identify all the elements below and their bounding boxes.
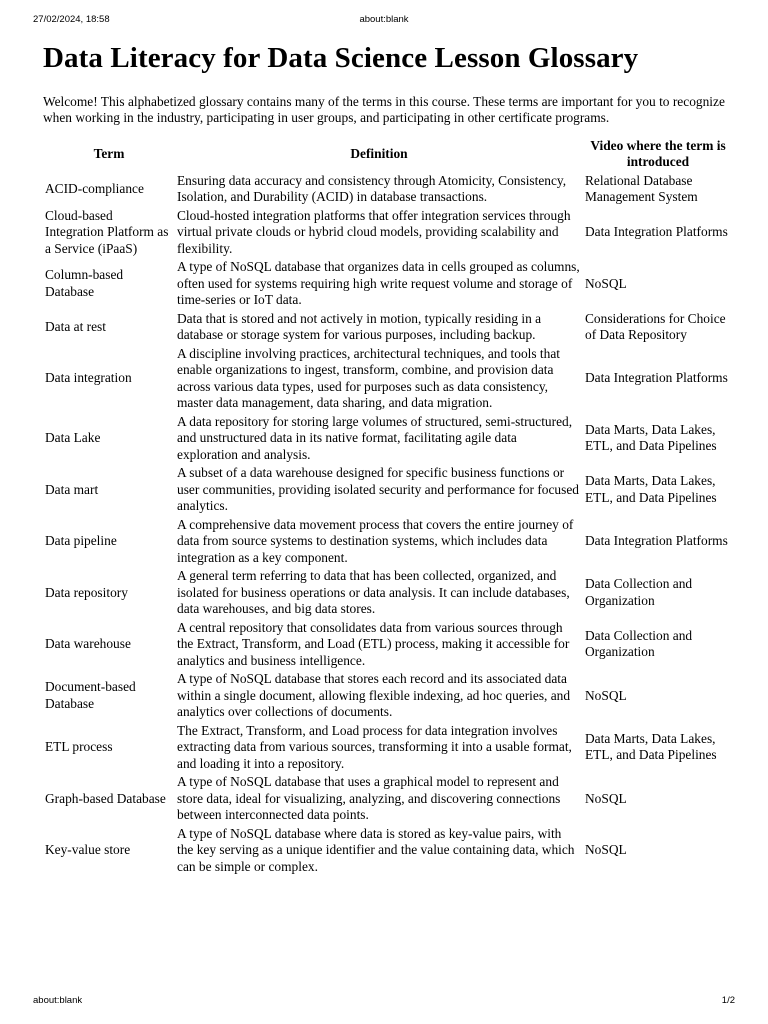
glossary-video: NoSQL bbox=[585, 790, 627, 806]
glossary-term: ACID-compliance bbox=[45, 180, 144, 196]
table-row bbox=[43, 413, 733, 465]
glossary-video: Data Integration Platforms bbox=[585, 370, 728, 386]
table-row bbox=[43, 567, 733, 619]
table-row bbox=[43, 773, 733, 825]
glossary-video: Data Collection and Organization bbox=[585, 627, 693, 660]
print-datetime: 27/02/2024, 18:58 bbox=[33, 14, 110, 25]
glossary-video: Data Marts, Data Lakes, ETL, and Data Pipelines bbox=[585, 421, 717, 454]
glossary-video: Relational Database Management System bbox=[585, 172, 698, 205]
glossary-term: Cloud-based Integration Platform as a Service (iPaaS) bbox=[45, 207, 169, 256]
glossary-definition: A type of NoSQL database that stores each record and its associated data within a single document, allowing flexible indexing, ad hoc queries, and analytics over collections of documents. bbox=[177, 671, 571, 720]
glossary-term: Data repository bbox=[45, 584, 128, 600]
table-row bbox=[43, 722, 733, 774]
glossary-definition: A type of NoSQL database where data is stored as key-value pairs, with the key serving as a unique identifier and the value containing data, which can be simple or complex. bbox=[177, 825, 575, 874]
table-header-row bbox=[43, 137, 733, 172]
table-row bbox=[43, 464, 733, 516]
print-url: about:blank bbox=[33, 995, 83, 1006]
glossary-term: Data Lake bbox=[45, 430, 101, 446]
table-row bbox=[43, 619, 733, 671]
glossary-video: NoSQL bbox=[585, 842, 627, 858]
glossary-definition: A comprehensive data movement process that covers the entire journey of data from source systems to destination systems, which includes data integration as a key component. bbox=[177, 516, 574, 565]
glossary-definition: A type of NoSQL database that organizes data in cells grouped as columns, often used for systems requiring high write request volume and storage of time-series or IoT data. bbox=[177, 259, 580, 308]
table-row bbox=[43, 172, 733, 207]
table-row bbox=[43, 207, 733, 259]
glossary-video: NoSQL bbox=[585, 687, 627, 703]
glossary-definition: A type of NoSQL database that uses a graphical model to represent and store data, ideal for visualizing, analyzing, and discovering connections between interconnected data points. bbox=[177, 774, 561, 823]
glossary-term: Data at rest bbox=[45, 318, 106, 334]
table-row bbox=[43, 516, 733, 568]
document-content bbox=[43, 40, 733, 876]
print-header bbox=[33, 14, 735, 28]
glossary-definition: Ensuring data accuracy and consistency through Atomicity, Consistency, Isolation, and Durability (ACID) in database transactions. bbox=[177, 172, 567, 205]
glossary-video: Data Marts, Data Lakes, ETL, and Data Pipelines bbox=[585, 473, 717, 505]
glossary-term: Data mart bbox=[45, 481, 99, 497]
glossary-video: Data Integration Platforms bbox=[585, 533, 728, 549]
glossary-video: Data Collection and Organization bbox=[585, 576, 693, 608]
glossary-term: Data pipeline bbox=[45, 533, 117, 549]
header-term: Term bbox=[93, 145, 125, 161]
table-row bbox=[43, 825, 733, 877]
glossary-definition: Data that is stored and not actively in motion, typically residing in a database or storage system for various purposes, including backup. bbox=[177, 310, 542, 343]
glossary-term: Data warehouse bbox=[45, 636, 131, 652]
glossary-definition: A general term referring to data that has been collected, organized, and isolated for business operations or data analysis. It can include databases, data warehouses, and big data stores. bbox=[177, 568, 570, 617]
print-page-number: 1/2 bbox=[721, 995, 735, 1006]
glossary-term: Graph-based Database bbox=[45, 790, 166, 806]
page-title: Data Literacy for Data Science Lesson Glossary bbox=[43, 42, 639, 74]
glossary-term: ETL process bbox=[45, 739, 113, 755]
glossary-definition: A subset of a data warehouse designed for specific business functions or user communities, providing isolated security and performance for focused analytics. bbox=[177, 465, 579, 514]
print-footer bbox=[33, 995, 735, 1009]
glossary-video: Considerations for Choice of Data Repository bbox=[585, 310, 726, 343]
glossary-definition: Cloud-hosted integration platforms that offer integration services through virtual private clouds or hybrid cloud models, providing scalability and flexibility. bbox=[177, 207, 571, 256]
glossary-body bbox=[43, 172, 733, 877]
table-row bbox=[43, 345, 733, 413]
intro-paragraph: Welcome! This alphabetized glossary contains many of the terms in this course. These terms are important for you to recognize when working in the industry, participating in user groups, and participating in other certificate programs. bbox=[43, 94, 725, 126]
header-definition: Definition bbox=[350, 145, 408, 161]
glossary-definition: A data repository for storing large volumes of structured, semi-structured, and unstructured data in its native format, facilitating agile data exploration and analysis. bbox=[177, 413, 573, 462]
glossary-video: Data Marts, Data Lakes, ETL, and Data Pipelines bbox=[585, 730, 717, 763]
table-row bbox=[43, 670, 733, 722]
glossary-definition: The Extract, Transform, and Load process for data integration involves extracting data from various sources, transforming it into a usable format, and loading it into a repository. bbox=[177, 722, 572, 771]
glossary-video: NoSQL bbox=[585, 275, 627, 291]
table-row bbox=[43, 258, 733, 310]
glossary-term: Column-based Database bbox=[45, 267, 124, 299]
glossary-term: Key-value store bbox=[45, 842, 131, 858]
glossary-term: Document-based Database bbox=[45, 679, 136, 711]
glossary-definition: A central repository that consolidates data from various sources through the Extract, Transform, and Load (ETL) process, making it accessible for analytics and business intelligence. bbox=[177, 619, 570, 668]
print-page-title: about:blank bbox=[359, 14, 409, 25]
glossary-table bbox=[43, 137, 733, 877]
glossary-video: Data Integration Platforms bbox=[585, 224, 728, 240]
header-video: Video where the term is introduced bbox=[590, 137, 726, 170]
glossary-term: Data integration bbox=[45, 370, 132, 386]
table-row bbox=[43, 310, 733, 345]
glossary-definition: A discipline involving practices, architectural techniques, and tools that enable organizations to ingest, transform, combine, and provision data across various data types, used for purposes such as data consistency, master data management, data sharing, and data migration. bbox=[177, 345, 561, 411]
